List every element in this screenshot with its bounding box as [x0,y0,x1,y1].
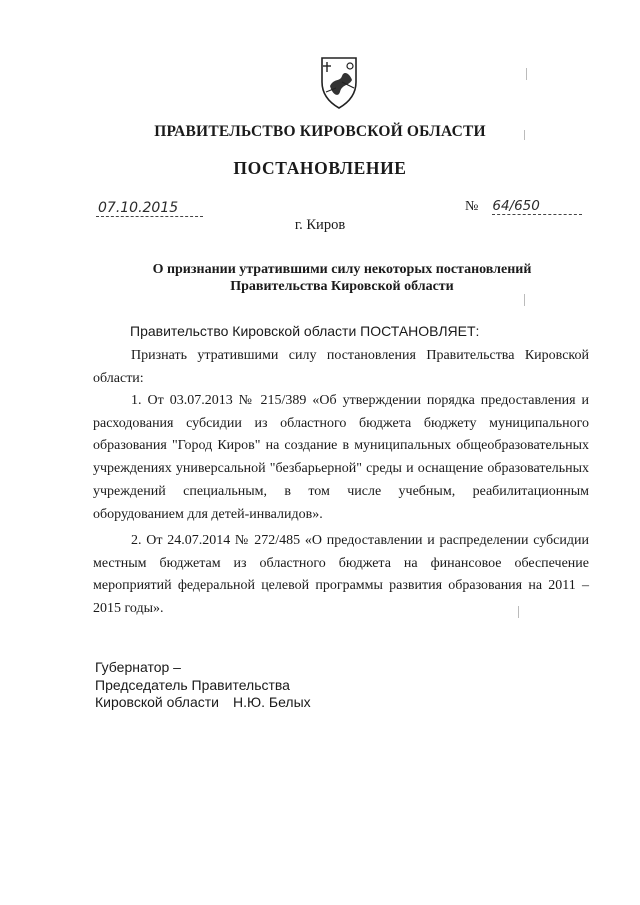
resolution-lead-paragraph: Признать утратившими силу постановления Правительства Кировской области: [93,348,589,386]
document-date: 07.10.2015 [96,200,203,217]
document-subject [130,261,554,295]
document-number-field [465,198,595,215]
signature-title-line-2: Председатель Правительства [95,676,290,693]
signature-region: Кировской области [95,694,219,710]
subject-line-1: О признании утратившими силу некоторых постановлений [152,262,532,277]
resolution-intro: Правительство Кировской области ПОСТАНОВЛЯЕТ: [130,323,480,339]
coat-of-arms-icon [316,52,362,110]
repealed-item-2: 2. От 24.07.2014 № 272/485 «О предоставлении и распределении субсидии местным бюджетам из областного бюджета на финансовое обеспечение мероприятий федеральной целевой программы развития образования на 2011 –2015 годы». [93,533,589,617]
signatory-name: Н.Ю. Белых [232,694,311,710]
organization-title: ПРАВИТЕЛЬСТВО КИРОВСКОЙ ОБЛАСТИ [154,123,486,140]
city-label: г. Киров [294,217,346,233]
signature-title-line-3 [95,694,311,712]
number-sign-label: № [465,199,479,214]
scan-mark [524,130,525,140]
subject-line-2: Правительства Кировской области [230,279,454,294]
scan-mark [524,294,525,306]
repealed-item-1: 1. От 03.07.2013 № 215/389 «Об утверждении порядка предоставления и расходования субсидии из областного бюджета бюджету муниципального образования "Город Киров" на создание в муниципальных общеобразовательных учреждениях универсальной "безбарьерной" среды и оснащение образовательных учреждений специальным, в том числе учебным, реабилитационным оборудованием для детей-инвалидов». [93,393,589,522]
document-number: 64/650 [492,198,582,215]
scan-mark [518,606,519,618]
signature-block [95,659,311,712]
signature-title-line-1: Губернатор – [95,659,181,675]
scan-mark [526,68,527,80]
document-type-title: ПОСТАНОВЛЕНИЕ [233,158,407,178]
